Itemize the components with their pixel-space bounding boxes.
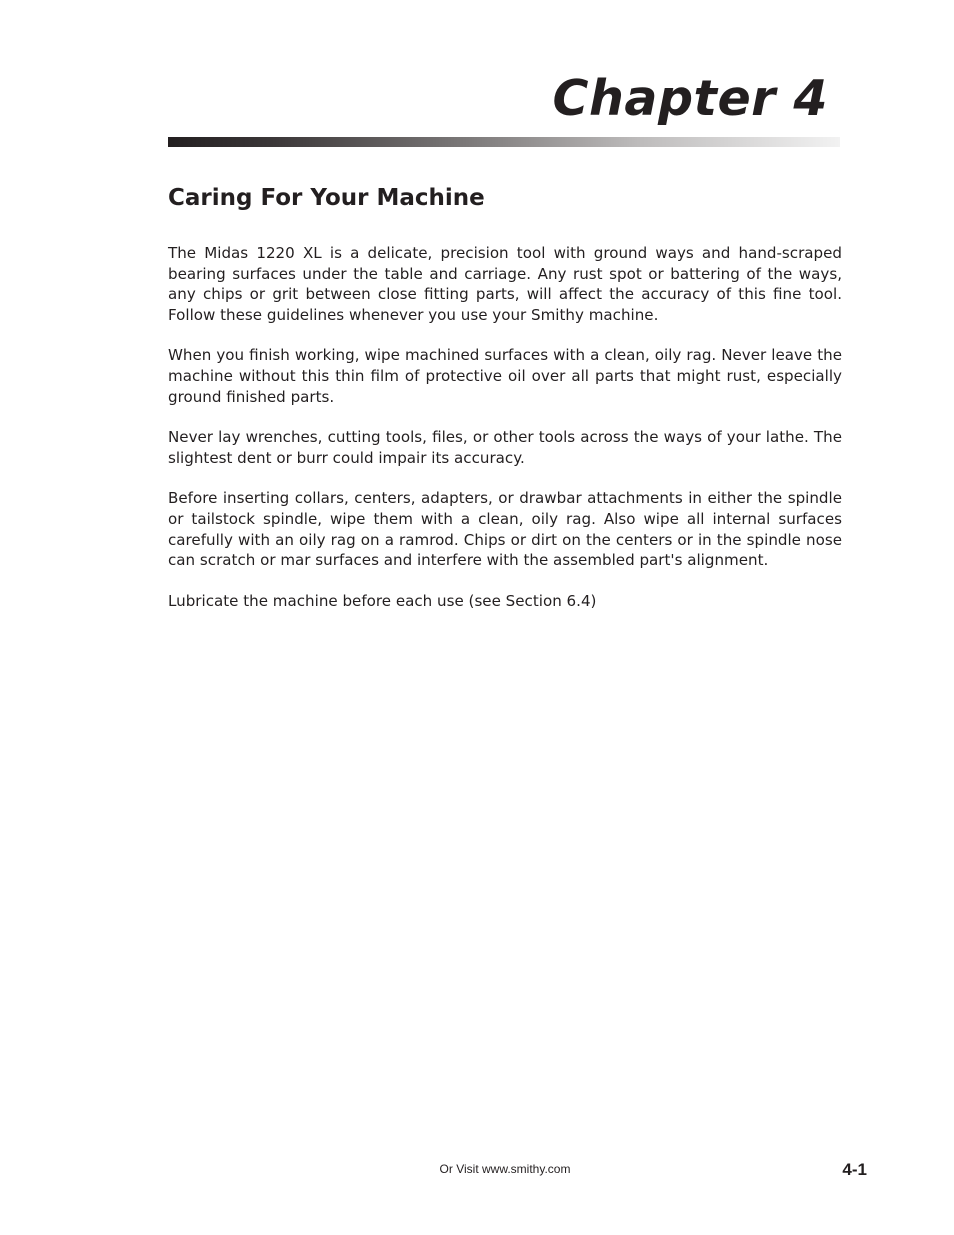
paragraph-lubricate: Lubricate the machine before each use (see Section 6.4) xyxy=(168,591,597,610)
footer-website-link[interactable]: Or Visit www.smithy.com xyxy=(439,1162,571,1176)
paragraph-tools-on-ways: Never lay wrenches, cutting tools, files, or other tools across the ways of your lathe. The slightest dent or burr could impair its accuracy. xyxy=(168,428,842,467)
body-content xyxy=(168,243,842,631)
section-heading: Caring For Your Machine xyxy=(168,185,485,211)
chapter-title: Chapter 4 xyxy=(552,70,828,127)
paragraph-intro: The Midas 1220 XL is a delicate, precision tool with ground ways and hand-scraped bearing surfaces under the table and carriage. Any rust spot or battering of the ways, any chips or grit between close fitting parts, will affect the accuracy of this fine tool. Follow these guidelines whenever you use your Smithy machine. xyxy=(168,244,842,324)
page-number: 4-1 xyxy=(842,1160,867,1179)
paragraph-inserting-collars: Before inserting collars, centers, adapters, or drawbar attachments in either the spindle or tailstock spindle, wipe them with a clean, oily rag. Also wipe all internal surfaces carefully with an oily rag on a ramrod. Chips or dirt on the centers or in the spindle nose can scratch or mar surfaces and interfere with the assembled part's alignment. xyxy=(168,489,842,570)
chapter-divider-bar xyxy=(168,137,840,147)
paragraph-wipe-surfaces: When you finish working, wipe machined surfaces with a clean, oily rag. Never leave the machine without this thin film of protective oil over all parts that might rust, especially ground finished parts. xyxy=(168,346,842,406)
